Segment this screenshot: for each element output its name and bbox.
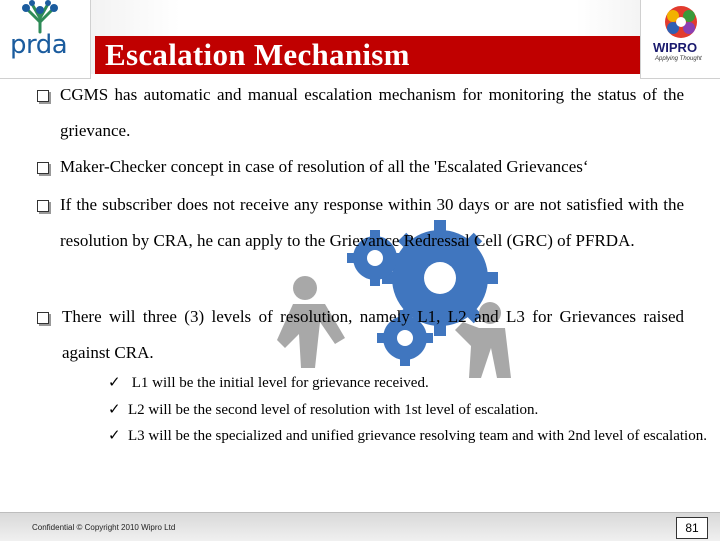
slide-header <box>0 0 720 80</box>
footer-copyright: Confidential © Copyright 2010 Wipro Ltd <box>32 523 176 532</box>
slide-title: Escalation Mechanism <box>105 37 410 72</box>
sub-point-text: L1 will be the initial level for grievance received. <box>128 375 429 391</box>
wipro-logo <box>640 0 720 79</box>
check-mark-icon: ✓ <box>108 375 121 391</box>
sub-point-text: L3 will be the specialized and unified grievance resolving team and with 2nd level of escalation. <box>128 428 707 444</box>
square-bullet-icon <box>37 90 49 102</box>
pfrda-logo-text: prda <box>10 30 68 60</box>
bullet-text-2: Maker-Checker concept in case of resolution of all the 'Escalated Grievances‘ <box>60 157 589 176</box>
bullet-text-3: If the subscriber does not receive any response within 30 days or are not satisfied with the resolution by CRA, he can apply to the Grievance Redressal Cell (GRC) of PFRDA. <box>60 195 684 250</box>
sub-point-2 <box>108 398 538 423</box>
bullet-text-4: There will three (3) levels of resolution, namely L1, L2 and L3 for Grievances raised against CRA. <box>62 307 684 362</box>
square-bullet-icon <box>37 162 49 174</box>
sub-point-1 <box>108 371 429 396</box>
bullet-text-1: CGMS has automatic and manual escalation mechanism for monitoring the status of the grievance. <box>60 85 684 140</box>
wipro-sunflower-icon <box>641 0 720 42</box>
page-number: 81 <box>676 517 708 539</box>
wipro-tagline: Applying Thought <box>655 56 702 62</box>
sub-point-3 <box>108 424 708 449</box>
square-bullet-icon <box>37 200 49 212</box>
pfrda-logo <box>0 0 91 79</box>
check-mark-icon: ✓ <box>108 428 121 444</box>
wipro-logo-text: WIPRO <box>653 40 698 55</box>
square-bullet-icon <box>37 312 49 324</box>
slide-content <box>0 80 720 500</box>
sub-point-text: L2 will be the second level of resolution with 1st level of escalation. <box>128 402 539 418</box>
check-mark-icon: ✓ <box>108 402 121 418</box>
